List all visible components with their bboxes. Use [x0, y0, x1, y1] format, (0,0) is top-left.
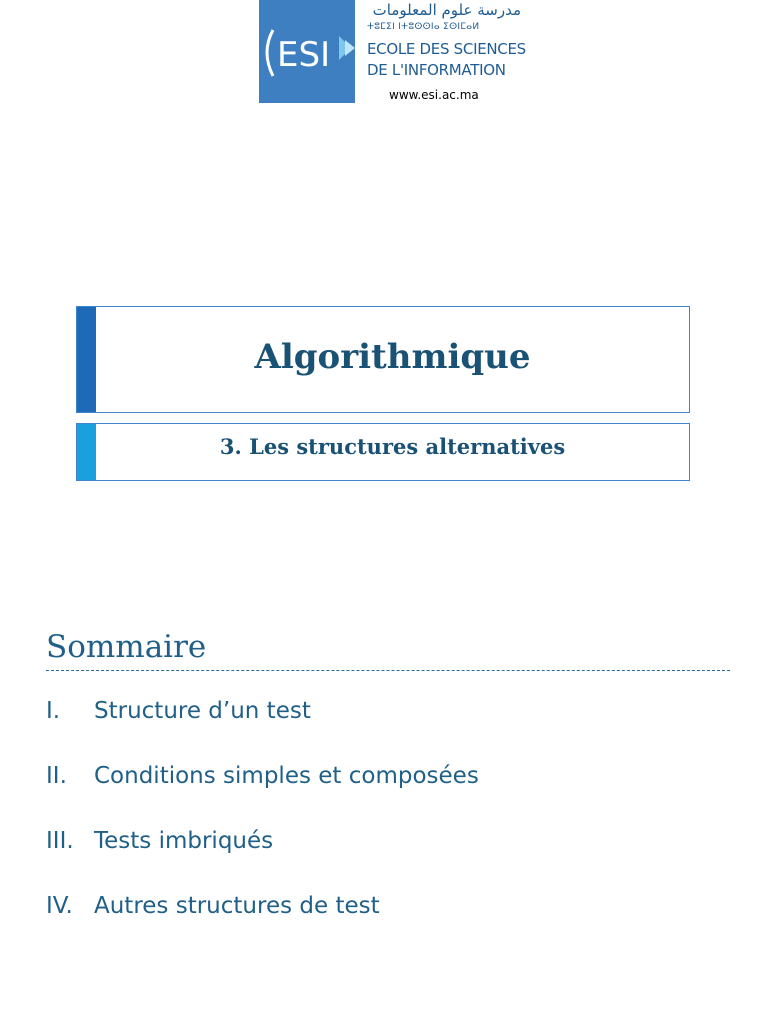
summary-item-number: III. — [46, 828, 74, 854]
subtitle-box — [76, 423, 690, 481]
summary-item-number: I. — [46, 698, 61, 724]
summary-item-number: II. — [46, 763, 67, 789]
title-box — [76, 306, 690, 413]
page-title: Algorithmique — [254, 337, 531, 377]
summary-heading: Sommaire — [46, 629, 207, 665]
logo-tifinagh-name: ⵜⵓⵎⵉⵏ ⵏⵜⵓⵙⵙⵏⴰ ⵉⵙⵏⵎⴰⵍ — [367, 22, 480, 32]
summary-divider — [46, 670, 730, 671]
logo-arrow-icon — [259, 0, 363, 104]
summary-item — [46, 694, 726, 728]
summary-item — [46, 759, 726, 793]
esi-logo — [259, 0, 524, 104]
page-subtitle: 3. Les structures alternatives — [219, 434, 566, 459]
svg-text:ESI: ESI — [277, 35, 331, 75]
summary-item-label: Structure d’un test — [94, 698, 311, 724]
summary-item — [46, 889, 726, 923]
summary-item-label: Tests imbriqués — [94, 828, 274, 854]
logo-arabic-name: مدرسة علوم المعلومات — [372, 1, 521, 19]
title-accent-bar — [77, 307, 96, 412]
summary-item-label: Autres structures de test — [94, 893, 380, 919]
logo-school-name-line1: ECOLE DES SCIENCES — [367, 40, 526, 58]
summary-item-label: Conditions simples et composées — [94, 763, 479, 789]
logo-url: www.esi.ac.ma — [389, 88, 479, 102]
summary-item — [46, 824, 726, 858]
subtitle-accent-bar — [77, 424, 96, 480]
summary-item-number: IV. — [46, 893, 73, 919]
logo-school-name-line2: DE L'INFORMATION — [367, 61, 506, 79]
